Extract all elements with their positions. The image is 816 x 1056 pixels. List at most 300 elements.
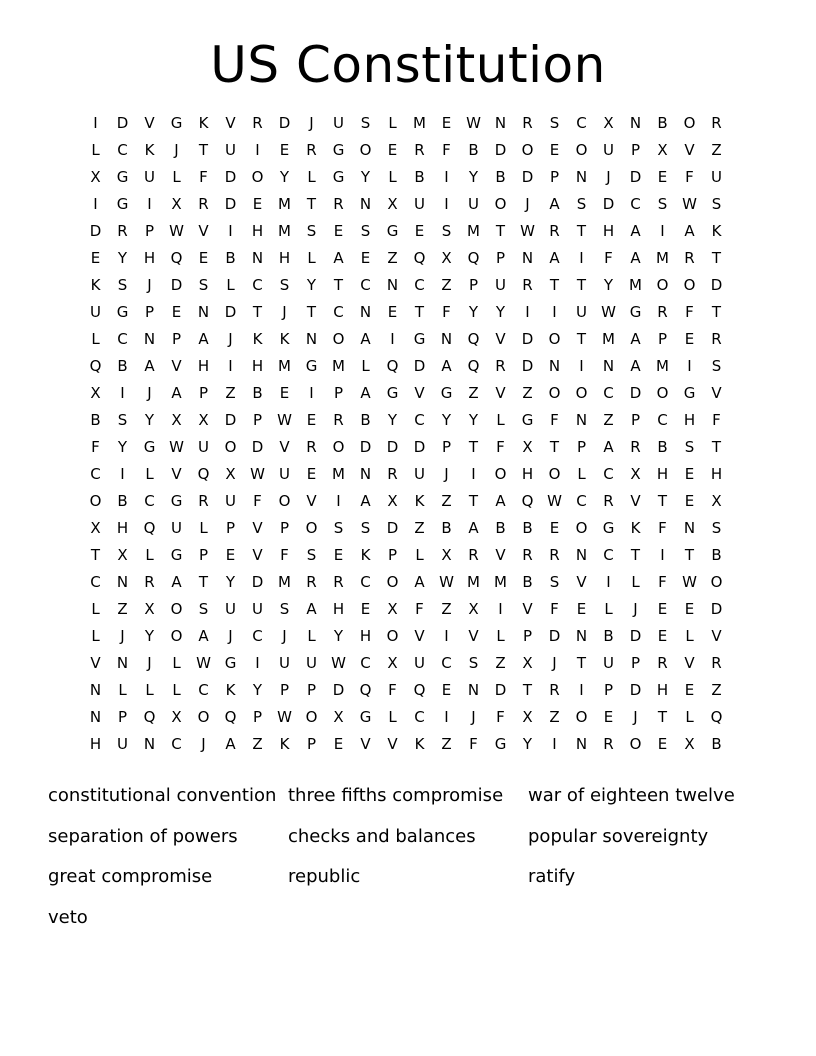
grid-letter: D [413, 438, 426, 456]
grid-letter: R [252, 114, 263, 132]
grid-letter: J [606, 168, 611, 186]
grid-letter: C [252, 276, 263, 294]
grid-letter: H [278, 249, 291, 267]
grid-letter: J [552, 654, 557, 672]
grid-letter: E [684, 681, 695, 699]
grid-letter: D [251, 573, 264, 591]
grid-letter: W [169, 222, 184, 240]
grid-letter: K [225, 681, 236, 699]
grid-letter: S [360, 519, 371, 537]
grid-letter: D [710, 276, 723, 294]
grid-letter: D [494, 141, 507, 159]
grid-letter: J [228, 330, 233, 348]
grid-letter: Q [143, 708, 156, 726]
grid-letter: A [171, 573, 182, 591]
grid-letter: T [657, 708, 668, 726]
grid-letter: K [252, 330, 263, 348]
grid-row [82, 623, 742, 650]
grid-letter: B [657, 114, 668, 132]
grid-letter: V [684, 654, 695, 672]
grid-letter: N [683, 519, 696, 537]
grid-letter: S [468, 654, 479, 672]
grid-letter: F [658, 519, 667, 537]
grid-letter: I [228, 357, 233, 375]
grid-letter: O [386, 573, 399, 591]
grid-letter: A [684, 222, 695, 240]
grid-letter: O [575, 519, 588, 537]
grid-letter: T [711, 249, 722, 267]
grid-letter: F [253, 492, 262, 510]
grid-letter: D [251, 438, 264, 456]
grid-letter: B [657, 438, 668, 456]
grid-letter: T [522, 681, 533, 699]
grid-letter: I [552, 735, 557, 753]
grid-letter: S [279, 276, 290, 294]
grid-letter: F [550, 600, 559, 618]
grid-letter: R [198, 492, 209, 510]
grid-letter: P [630, 654, 641, 672]
grid-letter: T [306, 195, 317, 213]
grid-letter: O [629, 735, 642, 753]
grid-row [82, 569, 742, 596]
grid-letter: M [602, 330, 615, 348]
grid-letter: O [224, 438, 237, 456]
grid-letter: A [603, 438, 614, 456]
grid-letter: O [305, 708, 318, 726]
grid-letter: W [169, 438, 184, 456]
grid-letter: B [495, 519, 506, 537]
grid-letter: K [414, 735, 425, 753]
grid-letter: D [278, 114, 291, 132]
grid-letter: U [225, 600, 236, 618]
grid-letter: E [657, 735, 668, 753]
grid-letter: M [278, 195, 291, 213]
grid-letter: I [660, 546, 665, 564]
grid-letter: D [710, 600, 723, 618]
grid-letter: G [332, 168, 345, 186]
grid-letter: I [147, 195, 152, 213]
grid-letter: S [711, 357, 722, 375]
grid-letter: I [444, 195, 449, 213]
grid-letter: H [332, 600, 345, 618]
grid-letter: J [147, 384, 152, 402]
grid-letter: E [684, 465, 695, 483]
grid-letter: U [225, 492, 236, 510]
grid-letter: S [360, 222, 371, 240]
grid-letter: V [279, 438, 290, 456]
grid-letter: Z [252, 735, 263, 753]
grid-letter: X [117, 546, 128, 564]
grid-letter: E [333, 735, 344, 753]
grid-letter: A [198, 330, 209, 348]
grid-letter: Y [441, 411, 452, 429]
grid-letter: X [522, 438, 533, 456]
grid-letter: P [522, 627, 533, 645]
grid-row [82, 272, 742, 299]
grid-letter: Y [522, 735, 533, 753]
grid-letter: C [603, 465, 614, 483]
grid-letter: J [282, 303, 287, 321]
grid-letter: M [467, 573, 480, 591]
grid-row [82, 704, 742, 731]
grid-letter: C [630, 195, 641, 213]
grid-letter: E [441, 681, 452, 699]
grid-letter: O [89, 492, 102, 510]
grid-row [82, 488, 742, 515]
grid-letter: B [441, 519, 452, 537]
grid-letter: D [116, 114, 129, 132]
grid-letter: G [116, 168, 129, 186]
grid-letter: Y [225, 573, 236, 591]
grid-letter: E [657, 168, 668, 186]
grid-letter: V [252, 519, 263, 537]
grid-letter: X [225, 465, 236, 483]
grid-letter: U [279, 654, 290, 672]
grid-letter: X [90, 519, 101, 537]
grid-letter: S [306, 546, 317, 564]
grid-letter: U [252, 600, 263, 618]
grid-letter: E [657, 627, 668, 645]
grid-letter: Q [467, 357, 480, 375]
grid-letter: U [603, 141, 614, 159]
grid-letter: X [171, 411, 182, 429]
grid-letter: L [91, 627, 100, 645]
grid-letter: A [171, 384, 182, 402]
grid-letter: Y [252, 681, 263, 699]
grid-letter: O [548, 465, 561, 483]
grid-letter: N [548, 357, 561, 375]
grid-letter: A [630, 222, 641, 240]
grid-letter: R [549, 222, 560, 240]
letter-grid [82, 110, 742, 758]
word-list-item: separation of powers [48, 825, 238, 847]
grid-letter: I [552, 303, 557, 321]
grid-letter: L [604, 600, 613, 618]
grid-letter: S [441, 222, 452, 240]
grid-letter: O [710, 573, 723, 591]
grid-letter: V [684, 141, 695, 159]
grid-row [82, 218, 742, 245]
grid-letter: X [171, 195, 182, 213]
grid-letter: T [576, 276, 587, 294]
grid-letter: X [657, 141, 668, 159]
grid-letter: W [682, 573, 697, 591]
grid-letter: B [522, 519, 533, 537]
grid-letter: F [469, 735, 478, 753]
grid-letter: O [332, 438, 345, 456]
grid-letter: W [682, 195, 697, 213]
grid-letter: Z [441, 276, 452, 294]
grid-letter: B [495, 168, 506, 186]
grid-letter: S [198, 276, 209, 294]
grid-letter: Q [467, 330, 480, 348]
grid-letter: F [685, 303, 694, 321]
grid-letter: V [306, 492, 317, 510]
grid-letter: S [279, 600, 290, 618]
grid-letter: Y [603, 276, 614, 294]
grid-letter: D [170, 276, 183, 294]
grid-letter: Y [333, 627, 344, 645]
grid-letter: V [198, 222, 209, 240]
grid-letter: T [90, 546, 101, 564]
grid-letter: W [331, 654, 346, 672]
grid-letter: I [444, 627, 449, 645]
grid-letter: T [576, 330, 587, 348]
grid-letter: A [360, 492, 371, 510]
grid-letter: W [277, 411, 292, 429]
grid-letter: O [656, 276, 669, 294]
grid-letter: Z [603, 411, 614, 429]
grid-letter: X [198, 411, 209, 429]
grid-letter: T [630, 546, 641, 564]
grid-letter: E [576, 600, 587, 618]
grid-letter: M [332, 357, 345, 375]
grid-letter: C [90, 465, 101, 483]
grid-letter: U [333, 114, 344, 132]
grid-letter: C [414, 411, 425, 429]
grid-letter: E [225, 546, 236, 564]
grid-letter: R [333, 195, 344, 213]
grid-letter: H [359, 627, 372, 645]
grid-letter: F [91, 438, 100, 456]
grid-letter: W [466, 114, 481, 132]
grid-letter: N [575, 546, 588, 564]
grid-letter: E [279, 384, 290, 402]
grid-letter: P [441, 438, 452, 456]
grid-letter: R [333, 411, 344, 429]
grid-letter: D [224, 411, 237, 429]
grid-row [82, 164, 742, 191]
grid-letter: A [360, 384, 371, 402]
grid-letter: F [550, 411, 559, 429]
grid-letter: K [414, 492, 425, 510]
grid-letter: Y [279, 168, 290, 186]
grid-letter: R [657, 654, 668, 672]
grid-letter: L [307, 627, 316, 645]
grid-letter: G [359, 708, 372, 726]
grid-letter: Z [468, 384, 479, 402]
grid-letter: E [198, 249, 209, 267]
grid-letter: B [117, 492, 128, 510]
grid-letter: D [224, 195, 237, 213]
grid-letter: T [684, 546, 695, 564]
grid-letter: E [684, 492, 695, 510]
grid-letter: J [228, 627, 233, 645]
grid-letter: F [388, 681, 397, 699]
grid-letter: L [388, 114, 397, 132]
grid-letter: U [117, 735, 128, 753]
grid-letter: T [711, 438, 722, 456]
grid-letter: E [684, 330, 695, 348]
grid-letter: E [657, 600, 668, 618]
grid-letter: R [198, 195, 209, 213]
grid-letter: L [172, 654, 181, 672]
grid-letter: X [441, 249, 452, 267]
grid-letter: R [306, 573, 317, 591]
grid-letter: L [361, 357, 370, 375]
grid-letter: N [89, 681, 102, 699]
grid-letter: D [629, 681, 642, 699]
grid-letter: I [687, 357, 692, 375]
grid-letter: P [630, 411, 641, 429]
grid-letter: D [629, 168, 642, 186]
grid-letter: C [171, 735, 182, 753]
grid-letter: L [496, 627, 505, 645]
grid-letter: M [656, 249, 669, 267]
grid-letter: C [414, 708, 425, 726]
grid-letter: I [525, 303, 530, 321]
grid-letter: P [252, 708, 263, 726]
grid-letter: J [633, 600, 638, 618]
grid-letter: A [306, 600, 317, 618]
grid-letter: F [280, 546, 289, 564]
grid-letter: L [172, 681, 181, 699]
grid-letter: P [279, 519, 290, 537]
grid-letter: B [117, 357, 128, 375]
grid-letter: X [387, 492, 398, 510]
grid-letter: F [712, 411, 721, 429]
grid-letter: V [387, 735, 398, 753]
grid-letter: Y [144, 411, 155, 429]
grid-letter: J [633, 708, 638, 726]
grid-letter: U [711, 168, 722, 186]
grid-letter: E [306, 465, 317, 483]
grid-letter: R [522, 546, 533, 564]
grid-letter: A [495, 492, 506, 510]
grid-letter: X [90, 384, 101, 402]
grid-letter: O [575, 708, 588, 726]
grid-letter: V [360, 735, 371, 753]
grid-letter: C [117, 330, 128, 348]
grid-letter: F [199, 168, 208, 186]
grid-letter: F [496, 708, 505, 726]
grid-letter: U [279, 465, 290, 483]
grid-letter: M [656, 357, 669, 375]
grid-letter: I [579, 681, 584, 699]
grid-letter: Y [468, 168, 479, 186]
grid-letter: U [603, 654, 614, 672]
grid-letter: Q [413, 249, 426, 267]
grid-letter: F [685, 168, 694, 186]
grid-letter: H [656, 465, 669, 483]
grid-letter: Z [225, 384, 236, 402]
grid-letter: C [441, 654, 452, 672]
grid-letter: I [336, 492, 341, 510]
grid-letter: K [279, 330, 290, 348]
grid-letter: E [414, 222, 425, 240]
grid-letter: D [521, 357, 534, 375]
grid-letter: I [444, 708, 449, 726]
grid-letter: R [711, 114, 722, 132]
grid-letter: Q [359, 681, 372, 699]
grid-letter: E [387, 303, 398, 321]
word-list-item: popular sovereignty [528, 825, 709, 847]
grid-letter: S [684, 438, 695, 456]
grid-letter: X [387, 600, 398, 618]
grid-letter: R [711, 654, 722, 672]
grid-row [82, 326, 742, 353]
grid-letter: I [660, 222, 665, 240]
grid-letter: B [225, 249, 236, 267]
grid-letter: R [603, 735, 614, 753]
grid-letter: S [360, 114, 371, 132]
grid-letter: O [683, 114, 696, 132]
grid-letter: A [198, 627, 209, 645]
grid-letter: V [252, 546, 263, 564]
grid-letter: Y [144, 627, 155, 645]
grid-letter: C [576, 114, 587, 132]
grid-letter: X [468, 600, 479, 618]
grid-row [82, 596, 742, 623]
grid-letter: H [251, 357, 264, 375]
grid-letter: I [390, 330, 395, 348]
grid-row [82, 353, 742, 380]
grid-letter: Z [387, 249, 398, 267]
grid-letter: Q [521, 492, 534, 510]
grid-letter: E [549, 519, 560, 537]
grid-letter: N [521, 249, 534, 267]
grid-letter: X [522, 654, 533, 672]
grid-letter: Q [143, 519, 156, 537]
grid-letter: P [603, 681, 614, 699]
grid-letter: U [225, 141, 236, 159]
grid-letter: X [603, 114, 614, 132]
grid-letter: G [170, 546, 183, 564]
grid-letter: P [387, 546, 398, 564]
grid-letter: T [198, 573, 209, 591]
grid-letter: R [333, 573, 344, 591]
grid-letter: C [144, 492, 155, 510]
grid-letter: E [279, 141, 290, 159]
grid-letter: P [198, 384, 209, 402]
grid-letter: D [494, 681, 507, 699]
grid-letter: B [603, 627, 614, 645]
grid-row [82, 137, 742, 164]
grid-letter: T [495, 222, 506, 240]
grid-letter: N [359, 303, 372, 321]
grid-letter: P [117, 708, 128, 726]
grid-letter: O [494, 195, 507, 213]
grid-letter: J [282, 627, 287, 645]
grid-letter: B [468, 141, 479, 159]
grid-letter: J [120, 627, 125, 645]
grid-letter: G [116, 303, 129, 321]
grid-letter: N [575, 735, 588, 753]
grid-letter: K [630, 519, 641, 537]
grid-letter: E [333, 222, 344, 240]
grid-row [82, 677, 742, 704]
grid-letter: P [333, 384, 344, 402]
grid-letter: I [255, 141, 260, 159]
grid-letter: H [710, 465, 723, 483]
grid-row [82, 434, 742, 461]
word-list-item: great compromise [48, 866, 213, 887]
grid-letter: B [414, 168, 425, 186]
grid-letter: O [521, 141, 534, 159]
grid-letter: Y [468, 411, 479, 429]
grid-row [82, 110, 742, 137]
grid-letter: G [170, 114, 183, 132]
grid-letter: U [468, 195, 479, 213]
grid-letter: L [307, 249, 316, 267]
grid-letter: W [601, 303, 616, 321]
grid-letter: S [333, 519, 344, 537]
grid-letter: G [332, 141, 345, 159]
grid-letter: E [333, 546, 344, 564]
grid-letter: O [548, 330, 561, 348]
grid-letter: K [360, 546, 371, 564]
grid-letter: G [116, 195, 129, 213]
